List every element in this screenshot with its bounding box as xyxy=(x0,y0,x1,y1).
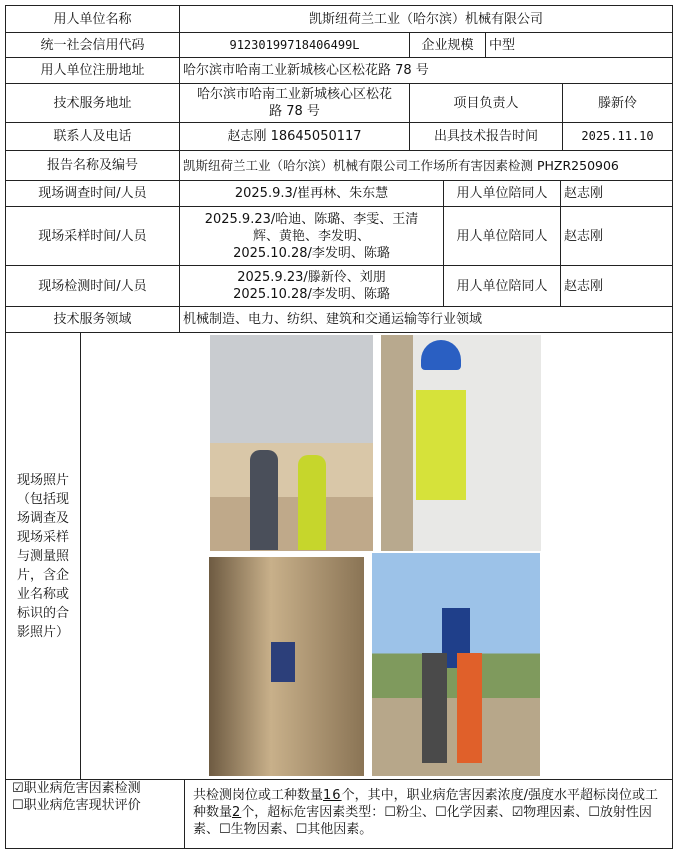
report-time: 2025.11.10 xyxy=(562,122,673,151)
label-field: 技术服务领域 xyxy=(5,306,180,333)
report-name: 凯斯纽荷兰工业（哈尔滨）机械有限公司工作场所有害因素检测 PHZR250906 xyxy=(179,150,673,181)
field: 机械制造、电力、纺织、建筑和交通运输等行业领域 xyxy=(179,306,673,333)
sampling-line1: 2025.9.23/哈迪、陈璐、李雯、王清辉、黄艳、李发明、 xyxy=(204,211,419,244)
survey: 2025.9.3/崔再林、朱东慧 xyxy=(179,180,444,207)
label-scale: 企业规模 xyxy=(409,32,486,58)
photo-worker-at-panel xyxy=(381,335,541,551)
evaluation-type xyxy=(5,779,185,849)
testing-line1: 2025.9.23/滕新伶、刘朋 xyxy=(237,270,386,285)
survey-companion: 赵志刚 xyxy=(560,180,673,207)
option-hazard-detection[interactable]: ☑职业病危害因素检测 xyxy=(12,781,141,796)
result-summary xyxy=(184,779,673,849)
photo-group-at-logo-wall xyxy=(210,335,373,551)
employer-name: 凯斯纽荷兰工业（哈尔滨）机械有限公司 xyxy=(179,5,673,33)
credit-code: 91230199718406499L xyxy=(179,32,410,58)
option-status-evaluation[interactable]: ☐职业病危害现状评价 xyxy=(12,798,141,813)
exceed-count: 2 xyxy=(232,805,242,820)
label-sampling-companion: 用人单位陪同人 xyxy=(443,206,561,266)
sampling-line2: 2025.10.28/李发明、陈璐 xyxy=(233,245,390,261)
text-1: 共检测岗位或工种数量 xyxy=(193,788,324,803)
label-sampling: 现场采样时间/人员 xyxy=(5,206,180,266)
label-report-time: 出具技术报告时间 xyxy=(409,122,563,151)
label-survey: 现场调查时间/人员 xyxy=(5,180,180,207)
photo-group-outdoor-sign xyxy=(372,553,540,776)
label-testing: 现场检测时间/人员 xyxy=(5,265,180,307)
post-count: 16 xyxy=(323,788,342,803)
label-service-address: 技术服务地址 xyxy=(5,83,180,123)
photo-measurement-device xyxy=(209,557,364,776)
sampling-companion: 赵志刚 xyxy=(560,206,673,266)
label-report: 报告名称及编号 xyxy=(5,150,180,181)
label-credit-code: 统一社会信用代码 xyxy=(5,32,180,58)
contact: 赵志刚 18645050117 xyxy=(179,122,410,151)
reg-address: 哈尔滨市哈南工业新城核心区松花路 78 号 xyxy=(179,57,673,84)
label-survey-companion: 用人单位陪同人 xyxy=(443,180,561,207)
scale-value: 中型 xyxy=(485,32,673,58)
label-reg-address: 用人单位注册地址 xyxy=(5,57,180,84)
service-address: 哈尔滨市哈南工业新城核心区松花路 78 号 xyxy=(179,83,410,123)
testing-line2: 2025.10.28/李发明、陈璐 xyxy=(233,287,390,302)
sampling xyxy=(179,206,444,266)
label-project-leader: 项目负责人 xyxy=(409,83,563,123)
testing xyxy=(179,265,444,307)
text-3: 个，超标危害因素类型：☐粉尘、☐化学因素、☑物理因素、☐放射性因素、☐生物因素、☐其他因素。 xyxy=(193,805,652,837)
label-contact: 联系人及电话 xyxy=(5,122,180,151)
label-testing-companion: 用人单位陪同人 xyxy=(443,265,561,307)
label-photos: 现场照片（包括现场调查及现场采样与测量照片，含企业名称或标识的合影照片） xyxy=(5,332,81,780)
project-leader: 滕新伶 xyxy=(562,83,673,123)
testing-companion: 赵志刚 xyxy=(560,265,673,307)
label-employer-name: 用人单位名称 xyxy=(5,5,180,33)
text-2: 个，其中，职业病危害因素浓度/强度水平超标岗位或工种数量 xyxy=(193,788,658,820)
